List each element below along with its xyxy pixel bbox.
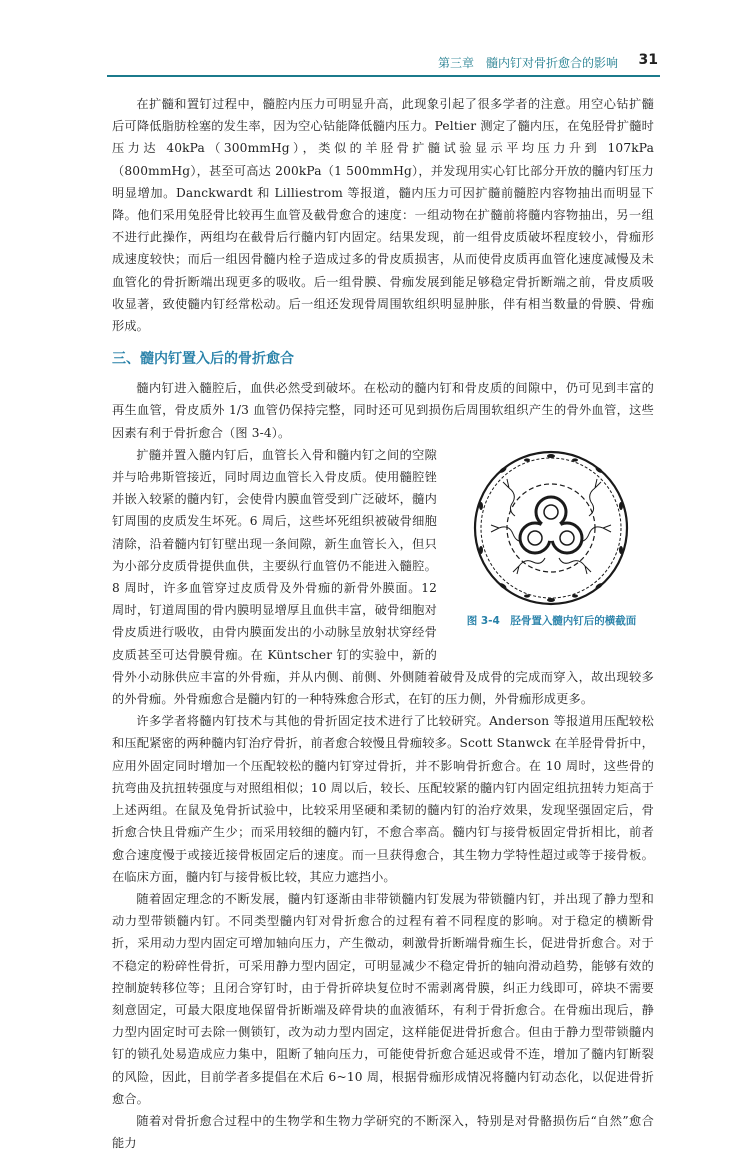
paragraph-6: 随着对骨折愈合过程中的生物学和生物力学研究的不断深入，特别是对骨骼损伤后“自然”愈合能力: [112, 1113, 654, 1151]
page-number: 31: [638, 52, 658, 68]
paragraph-1: 在扩髓和置钉过程中，髓腔内压力可明显升高，此现象引起了很多学者的注意。用空心钻扩髓后可降低脂肪栓塞的发生率，因为空心钻能降低髓内压力。Peltier 测定了髓内压，在兔胫骨扩髓时压力达 40kPa（300mmHg），类似的羊胫骨扩髓试验显示平均压力升到 107kPa（800mmHg），甚至可高达 200kPa（1 500mmHg），并发现用实心钉比部分开放的髓内钉压力明显增加。Danckwardt 和 Lilliestrom 等报道，髓内压力可因扩髓前髓腔内容物抽出而明显下降。他们采用兔胫骨比较再生血管及截骨愈合的速度：一组动物在扩髓前将髓内容物抽出，另一组不进行此操作，两组均在截骨后行髓内钉内固定。结果发现，前一组骨皮质破坏程度较小，骨痂形成速度较快；而后一组因骨髓内栓子造成过多的骨皮质损害，从而使骨皮质再血管化速度减慢及未血管化的骨折断端出现更多的吸收。后一组骨膜、骨痂发展到能足够稳定骨折断端之前，骨皮质吸收显著，致使髓内钉经常松动。后一组还发现骨周围软组织明显肿胀，伴有相当数量的骨膜、骨痂形成。: [112, 97, 654, 334]
tibia-cross-section-illustration: [449, 448, 654, 608]
paragraph-3: 扩髓并置入髓内钉后，血管长入骨和髓内钉之间的空隙并与哈弗斯管接近，同时周边血管长入骨皮质。使用髓腔锉并嵌入较紧的髓内钉，会使骨内膜血管受到广泛破坏，髓内钉周围的皮质发生坏死。6 周后，这些坏死组织被破骨细胞清除，沿着髓内钉钉壁出现一条间隙，新生血管长入，但只为小部分皮质骨提供血供，主要纵行血管仍不能进入髓腔。8 周时，许多血管穿过皮质骨及外骨痂的新骨外膜面。12 周时，钉道周围的骨内膜明显增厚且血供丰富，破骨细胞对骨皮质进行吸收，由骨内膜面发出的小动脉呈放射状穿经骨皮质甚至可达骨膜骨痂。在 Küntscher 钉的实验中，新的骨外小动脉供应丰富的外骨痂，并从内侧、前侧、外侧随着破骨及成骨的完成而穿入，故出现较多的外骨痂。外骨痂愈合是髓内钉的一种特殊愈合形式，在钉的压力侧，外骨痂形成更多。: [112, 447, 654, 707]
paragraph-5: 随着固定理念的不断发展，髓内钉逐渐由非带锁髓内钉发展为带锁髓内钉，并出现了静力型和动力型带锁髓内钉。不同类型髓内钉对骨折愈合的过程有着不同程度的影响。对于稳定的横断骨折，采用动力型内固定可增加轴向压力，产生微动，刺激骨折断端骨痂生长，促进骨折愈合。对于不稳定的粉碎性骨折，可采用静力型内固定，可明显减少不稳定骨折的轴向滑动趋势，能够有效的控制旋转移位等；且闭合穿钉时，由于骨折碎块复位时不需剥离骨膜，纠正力线即可，碎块不需要刻意固定，可最大限度地保留骨折断端及碎骨块的血液循环，有利于骨折愈合。在骨痂出现后，静力型内固定时可去除一侧锁钉，改为动力型内固定，这样能促进骨折愈合。但由于静力型带锁髓内钉的锁孔处易造成应力集中，阻断了轴向压力，可能使骨折愈合延迟或骨不连，增加了髓内钉断裂的风险，因此，目前学者多提倡在术后 6~10 周，根据骨痂形成情况将髓内钉动态化，以促进骨折愈合。: [112, 891, 654, 1106]
page-header: [0, 0, 730, 80]
figure-3-4: [449, 448, 654, 648]
paragraph-4: 许多学者将髓内钉技术与其他的骨折固定技术进行了比较研究。Anderson 等报道用压配较松和压配紧密的两种髓内钉治疗骨折，前者愈合较慢且骨痂较多。Scott Stanwck 在羊胫骨骨折中，应用外固定同时增加一个压配较松的髓内钉穿过骨折，并不影响骨折愈合。在 10 周时，这些骨的抗弯曲及抗扭转强度与对照组相似；10 周以后，较长、压配较紧的髓内钉内固定组抗扭转力矩高于上述两组。在鼠及兔骨折试验中，比较采用坚硬和柔韧的髓内钉的治疗效果，发现坚强固定后，骨折愈合快且骨痂产生少；而采用较细的髓内钉，不愈合率高。髓内钉与接骨板固定骨折相比，前者愈合速度慢于或接近接骨板固定后的速度。而一旦获得愈合，其生物力学特性超过或等于接骨板。在临床方面，髓内钉与接骨板比较，其应力遮挡小。: [112, 714, 654, 884]
chapter-title: 第三章 髓内钉对骨折愈合的影响: [437, 56, 618, 70]
paragraph-2: 髓内钉进入髓腔后，血供必然受到破坏。在松动的髓内钉和骨皮质的间隙中，仍可见到丰富的再生血管，骨皮质外 1/3 血管仍保持完整，同时还可见到损伤后周围软组织产生的骨外血管，这些因素有利于骨折愈合（图 3-4）。: [112, 381, 654, 440]
page-body: [112, 93, 654, 1154]
figure-caption: 图 3-4 胫骨置入髓内钉后的横截面: [466, 614, 637, 627]
section-title: 三、髓内钉置入后的骨折愈合: [112, 351, 294, 368]
header-rule: [107, 75, 660, 77]
